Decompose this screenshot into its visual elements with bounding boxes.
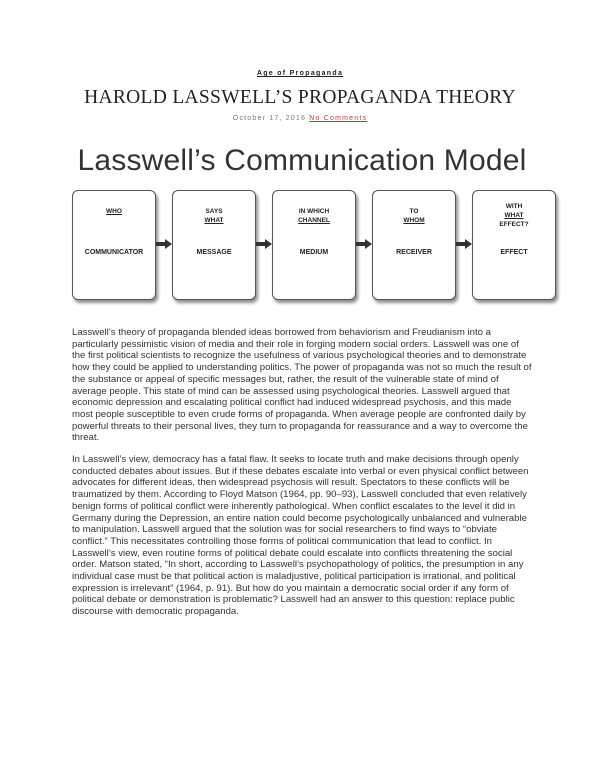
question-line: WHAT: [504, 212, 524, 219]
box-question: [473, 202, 555, 229]
article-title: HAROLD LASSWELL’S PROPAGANDA THEORY: [84, 87, 516, 108]
category-link[interactable]: Age of Propaganda: [256, 70, 344, 77]
body-paragraph: Lasswell’s theory of propaganda blended ideas borrowed from behaviorism and Freudianism into a particularly pessimistic vision of media and their role in forging modern social orders. Lasswell was one of the first political scientists to recognize the usefulness of various psychological theories and to demonstrate how they could be applied to understanding politics. The power of propaganda was not so much the result of the substance or appeal of specific messages but, rather, the result of the vulnerable state of mind of average people. This state of mind can be assessed using psychological theories. Lasswell argued that economic depression and escalating political conflict had induced widespread psychosis, and this made most people susceptible to even crude forms of propaganda. When average people are confronted daily by powerful threats to their personal lives, they turn to propaganda for reassurance and a way to overcome the threat.: [72, 327, 532, 444]
box-question: [173, 207, 255, 225]
question-line: IN WHICH: [298, 208, 330, 215]
model-box-in-which-channel: [272, 190, 356, 300]
box-question: [73, 207, 155, 216]
question-line: TO: [409, 208, 419, 215]
box-label: RECEIVER: [396, 249, 432, 256]
question-line: WHO: [106, 208, 122, 215]
question-line: WHAT: [204, 217, 224, 224]
figure-title: Lasswell’s Communication Model: [77, 144, 527, 177]
box-question: [373, 207, 455, 225]
box-label: MEDIUM: [299, 249, 329, 256]
box-question: [273, 207, 355, 225]
article-body: [72, 327, 532, 628]
question-line: WITH: [505, 203, 523, 210]
right-arrow-icon: [456, 239, 472, 249]
box-label: MESSAGE: [196, 249, 232, 256]
question-line: WHOM: [403, 217, 425, 224]
model-box-with-what-effect: [472, 190, 556, 300]
question-line: SAYS: [205, 208, 223, 215]
comments-link[interactable]: No Comments: [309, 115, 368, 122]
question-line: CHANNEL: [298, 217, 330, 224]
box-label: EFFECT: [500, 249, 528, 256]
model-box-says-what: [172, 190, 256, 300]
post-date: October 17, 2016: [232, 115, 307, 122]
model-box-to-whom: [372, 190, 456, 300]
question-line: EFFECT?: [499, 221, 529, 228]
right-arrow-icon: [356, 239, 372, 249]
right-arrow-icon: [156, 239, 172, 249]
body-paragraph: In Lasswell’s view, democracy has a fatal flaw. It seeks to locate truth and make decisions through openly conducted debates about issues. But if these debates escalate into verbal or even physical conflict between advocates for different ideas, then widespread psychosis will result. Spectators to these conflicts will be traumatized by them. According to Floyd Matson (1964, pp. 90–93), Lasswell concluded that even relatively benign forms of political conflict were inherently pathological. When conflict escalates to the level it did in Germany during the Depression, an entire nation could become psychologically unbalanced and vulnerable to manipulation. Lasswell argued that the solution was for social researchers to find ways to “obviate conflict.” This necessitates controlling those forms of political communication that lead to conflict. In Lasswell’s view, even routine forms of political debate could escalate into conflicts threatening the social order. Matson stated, “In short, according to Lasswell’s psychopathology of politics, the presumption in any individual case must be that political action is maladjustive, political participation is irrational, and political expression is irrelevant” (1964, p. 91). But how do you maintain a democratic social order if any form of political debate or demonstration is problematic? Lasswell had an answer to this question: replace public discourse with democratic propaganda.: [72, 454, 529, 618]
box-label: COMMUNICATOR: [84, 249, 144, 256]
right-arrow-icon: [256, 239, 272, 249]
post-meta: [0, 115, 600, 122]
model-box-who: [72, 190, 156, 300]
communication-model-diagram: [72, 190, 534, 302]
